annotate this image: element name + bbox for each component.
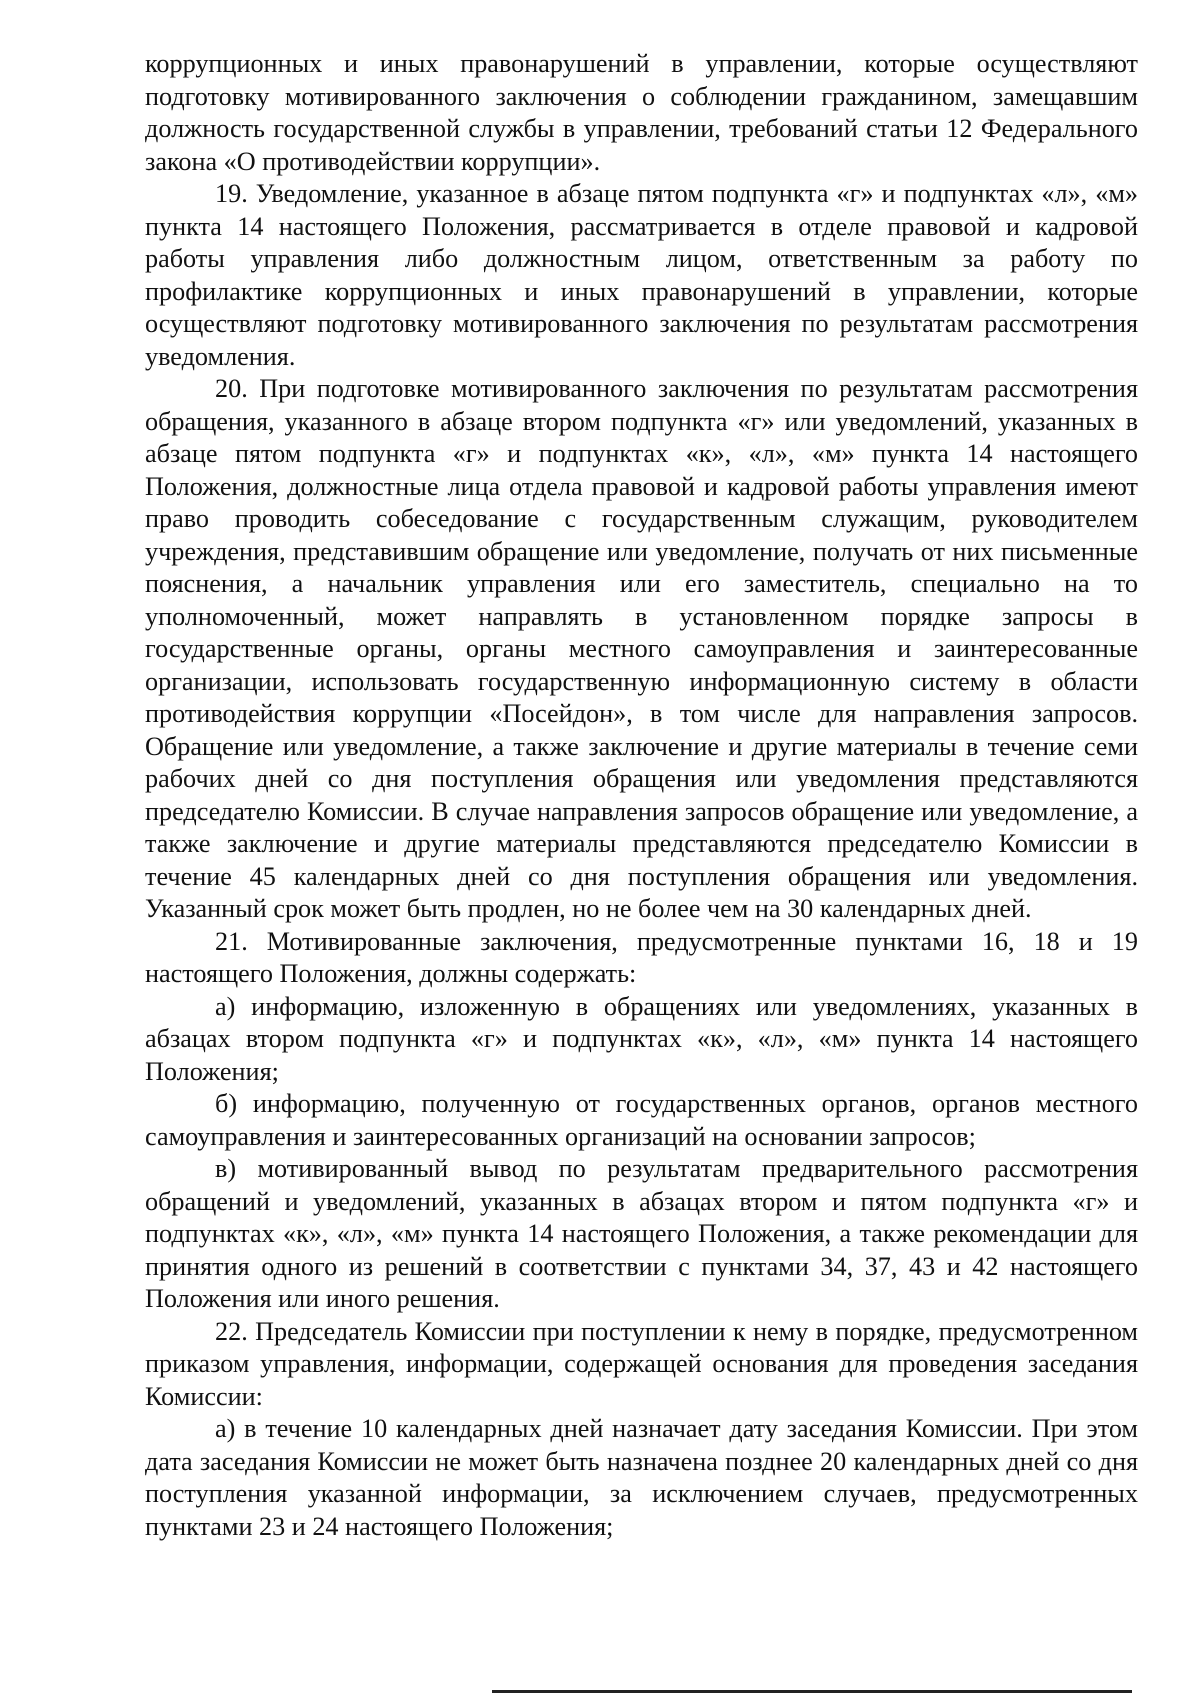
paragraph-20: 20. При подготовке мотивированного заключения по результатам рассмотрения обращения, указанного в абзаце втором подпункта «г» или уведомлений, указанных в абзаце пятом подпункта «г» и подпунктах «к», «л», «м» пункта 14 настоящего Положения, должностные лица отдела правовой и кадровой работы управления имеют право проводить собеседование с государственным служащим, руководителем учреждения, представившим обращение или уведомление, получать от них письменные пояснения, а начальник управления или его заместитель, специально на то уполномоченный, может направлять в установленном порядке запросы в государственные органы, органы местного самоуправления и заинтересованные организации, использовать государственную информационную систему в области противодействия коррупции «Посейдон», в том числе для направления запросов. Обращение или уведомление, а также заключение и другие материалы в течение семи рабочих дней со дня поступления обращения или уведомления представляются председателю Комиссии. В случае направления запросов обращение или уведомление, а также заключение и другие материалы представляются председателю Комиссии в течение 45 календарных дней со дня поступления обращения или уведомления. Указанный срок может быть продлен, но не более чем на 30 календарных дней. [145, 374, 1138, 923]
paragraph-continuation: коррупционных и иных правонарушений в управлении, которые осуществляют подготовку мотивированного заключения о соблюдении гражданином, замещавшим должность государственной службы в управлении, требований статьи 12 Федерального закона «О противодействии коррупции». [145, 49, 1138, 176]
paragraph-21: 21. Мотивированные заключения, предусмотренные пунктами 16, 18 и 19 настоящего Положения, должны содержать: [145, 926, 1138, 988]
paragraph-19: 19. Уведомление, указанное в абзаце пятом подпункта «г» и подпунктах «л», «м» пункта 14 настоящего Положения, рассматривается в отделе правовой и кадровой работы управления либо должностным лицом, ответственным за работу по профилактике коррупционных и иных правонарушений в управлении, которые осуществляют подготовку мотивированного заключения по результатам рассмотрения уведомления. [145, 179, 1138, 371]
paragraph-22: 22. Председатель Комиссии при поступлении к нему в порядке, предусмотренном приказом управления, информации, содержащей основания для проведения заседания Комиссии: [145, 1316, 1138, 1411]
paragraph-21-v: в) мотивированный вывод по результатам предварительного рассмотрения обращений и уведомлений, указанных в абзацах втором и пятом подпункта «г» и подпунктах «к», «л», «м» пункта 14 настоящего Положения, а также рекомендации для принятия одного из решений в соответствии с пунктами 34, 37, 43 и 42 настоящего Положения или иного решения. [145, 1154, 1138, 1313]
paragraph-21-a: а) информацию, изложенную в обращениях или уведомлениях, указанных в абзацах втором подпункта «г» и подпунктах «к», «л», «м» пункта 14 настоящего Положения; [145, 991, 1138, 1086]
paragraph-22-a: а) в течение 10 календарных дней назначает дату заседания Комиссии. При этом дата заседания Комиссии не может быть назначена позднее 20 календарных дней со дня поступления указанной информации, за исключением случаев, предусмотренных пунктами 23 и 24 настоящего Положения; [145, 1414, 1138, 1541]
document-body [145, 48, 1138, 1543]
paragraph-21-b: б) информацию, полученную от государственных органов, органов местного самоуправления и заинтересованных организаций на основании запросов; [145, 1089, 1138, 1151]
scan-edge-line [492, 1690, 1132, 1693]
